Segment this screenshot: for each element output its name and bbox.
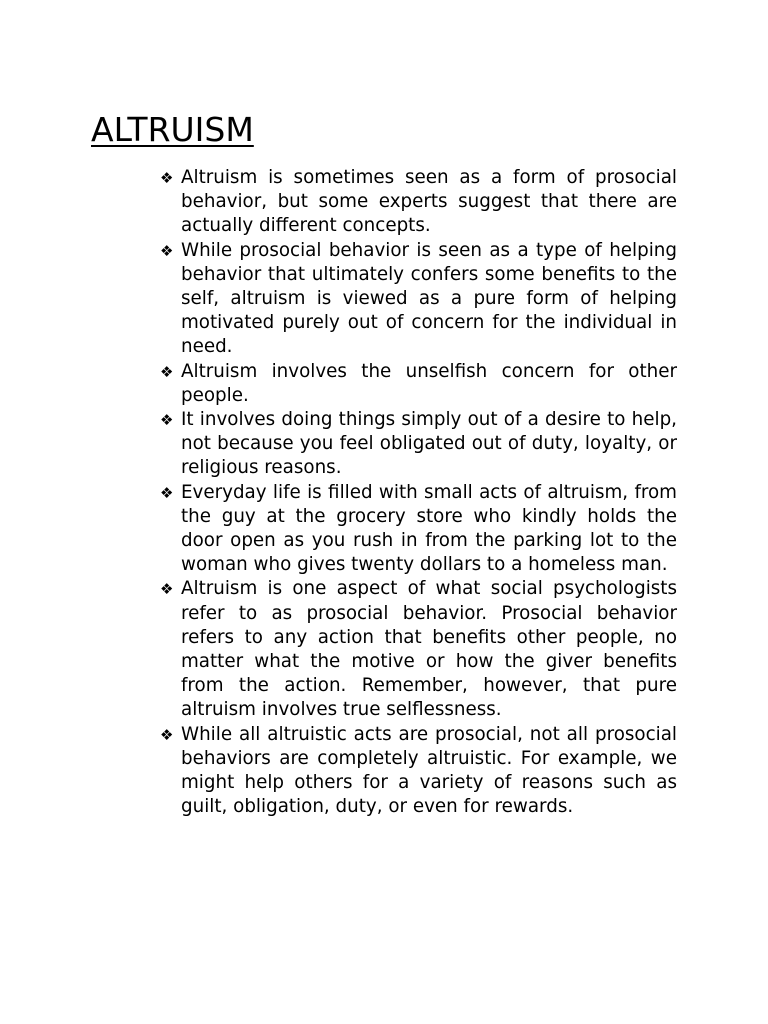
- bullet-text: Altruism is one aspect of what social psychologists refer to as prosocial behavior. Prosocial behavior refers to any action that benefits other people, no matter what the motive or how the giver benefits from the action. Remember, however, that pure altruism involves true selflessness.: [181, 578, 677, 721]
- bullet-list: [160, 166, 677, 819]
- diamond-bullet-icon: ❖: [160, 411, 174, 430]
- diamond-bullet-icon: ❖: [160, 241, 174, 260]
- diamond-bullet-icon: ❖: [160, 169, 174, 187]
- diamond-bullet-icon: ❖: [160, 725, 174, 744]
- list-item: [160, 360, 677, 408]
- document-title: ALTRUISM: [91, 110, 254, 149]
- bullet-text: Altruism involves the unselfish concern for other people.: [181, 360, 677, 406]
- list-item: [160, 408, 677, 481]
- diamond-bullet-icon: ❖: [160, 483, 174, 502]
- diamond-bullet-icon: ❖: [160, 580, 174, 599]
- bullet-text: It involves doing things simply out of a desire to help, not because you feel obligated out of duty, loyalty, or religious reasons.: [181, 409, 677, 479]
- bullet-text: While prosocial behavior is seen as a type of helping behavior that ultimately confers some benefits to the self, altruism is viewed as a pure form of helping motivated purely out of concern for the individual in need.: [181, 239, 677, 358]
- list-item: [160, 239, 677, 360]
- list-item: [160, 723, 677, 820]
- bullet-text: Altruism is sometimes seen as a form of prosocial behavior, but some experts suggest that there are actually different concepts.: [181, 167, 677, 237]
- list-item: [160, 577, 677, 722]
- bullet-text: Everyday life is filled with small acts of altruism, from the guy at the grocery store who kindly holds the door open as you rush in from the parking lot to the woman who gives twenty dollars to a homeless man.: [181, 481, 677, 576]
- diamond-bullet-icon: ❖: [160, 362, 174, 381]
- bullet-text: While all altruistic acts are prosocial, not all prosocial behaviors are completely altruistic. For example, we might help others for a variety of reasons such as guilt, obligation, duty, or even for rewards.: [181, 723, 677, 818]
- list-item: [160, 481, 677, 578]
- list-item: [160, 166, 677, 239]
